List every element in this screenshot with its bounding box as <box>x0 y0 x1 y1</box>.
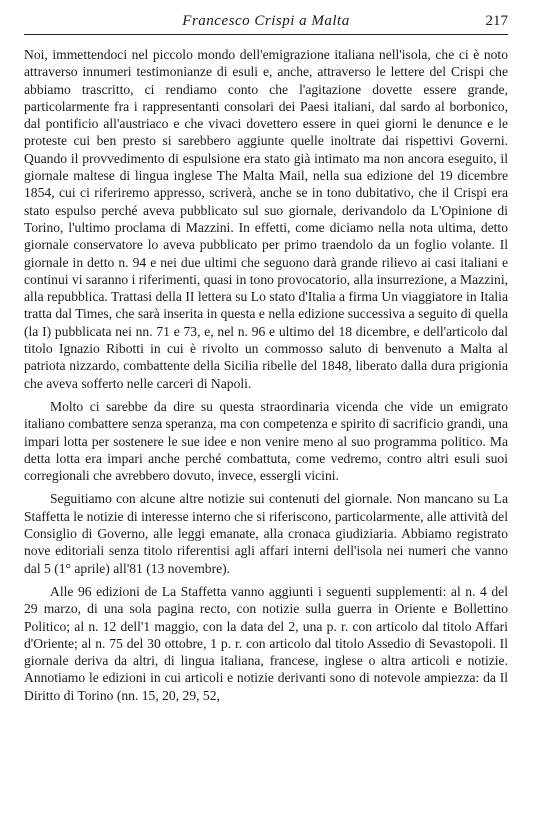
paragraph-4: Alle 96 edizioni de La Staffetta vanno aggiunti i seguenti supplementi: al n. 4 del 29 marzo, di una sola pagina recto, con notizie sulla guerra in Oriente e Bollettino Politico; al n. 12 dell'1 maggio, con la data del 2, una p. r. con articolo dal titolo Affari d'Oriente; al n. 75 del 30 ottobre, 1 p. r. con articolo dal titolo Assedio di Sevastopoli. Il giornale deriva da altri, di lingua italiana, francese, inglese o altra articoli e notizie. Annotiamo le edizioni in cui articoli e notizie derivanti sono di notevole ampiezza: da Il Diritto di Torino (nn. 15, 20, 29, 52, <box>24 583 508 703</box>
page-header <box>24 8 508 35</box>
running-title: Francesco Crispi a Malta <box>182 13 350 29</box>
paragraph-3: Seguitiamo con alcune altre notizie sui contenuti del giornale. Non mancano su La Staffetta le notizie di interesse interno che si riferiscono, particolarmente, alle attività del Consiglio di Governo, alle leggi emanate, alla cronaca giudiziaria. Abbiamo registrato nove editoriali senza titolo riferentisi agli affari interni dell'isola nei numeri che vanno dal 5 (1° aprile) all'81 (13 novembre). <box>24 491 508 576</box>
page-number: 217 <box>485 13 508 29</box>
body-text <box>24 46 508 704</box>
paragraph-1: Noi, immettendoci nel piccolo mondo dell'emigrazione italiana nell'isola, che ci è noto attraverso innumeri testimonianze di esuli e, anche, attraverso le lettere del Crispi che abbiamo trascritto, ci rendiamo conto che l'agitazione dovette essere grande, particolarmente fra i rappresentanti consolari dei Paesi italiani, dal sardo al borbonico, dal pontificio all'austriaco e che vivaci dovettero essere in quei giorni le denunce e le proteste cui ben presto si sarebbero aggiunte quelle inoltrate dai rispettivi Governi. Quando il provvedimento di espulsione era stato già intimato ma non ancora eseguito, il giornale maltese di lingua inglese The Malta Mail, nella sua edizione del 19 dicembre 1854, cui ci riferiremo appresso, scriverà, anche se in tono dubitativo, che il Crispi era stato espulso perché aveva pubblicato sul suo giornale, derivandolo da L'Opinione di Torino, l'ultimo proclama di Mazzini. In effetti, come diciamo nella nota ultima, detto giornale conservatore lo aveva pubblicato per primo traendolo da un foglio volante. Il giornale in detto n. 94 e nei due ultimi che seguono darà grande rilievo ai casi italiani e continui vi saranno i riferimenti, quasi in tono provocatorio, alla insurrezione, a Mazzini, alla repubblica. Trattasi della II lettera su Lo stato d'Italia a firma Un viaggiatore in Italia tratta dal Times, che sarà inserita in questa e nella edizione successiva a seguito di quella (la I) pubblicata nei nn. 71 e 73, e, nel n. 96 e ultimo del 18 dicembre, e dell'articolo dal titolo Ignazio Ribotti in cui è rivolto un commosso saluto di benvenuto a Malta al patriota nizzardo, combattente della Sicilia ribelle del 1848, liberato dalla dura prigionia che aveva sofferto nelle carceri di Napoli. <box>24 47 508 391</box>
paragraph-2: Molto ci sarebbe da dire su questa straordinaria vicenda che vide un emigrato italiano combattere senza speranza, ma con competenza e spirito di sacrificio grandi, una impari lotta per sostenere le sue idee e non venire meno al suo programma politico. Ma detta lotta era impari anche perché combattuta, come vedremo, contro altri esuli suoi corregionali che avrebbero dovuto, invece, essergli vicini. <box>24 398 508 484</box>
